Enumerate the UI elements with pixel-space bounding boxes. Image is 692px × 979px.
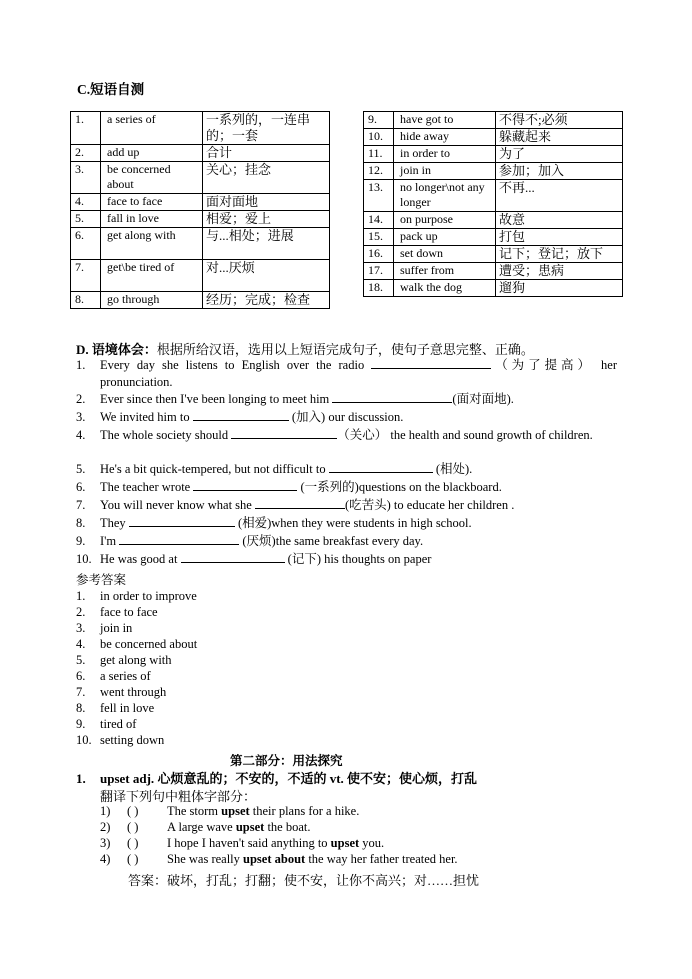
phrase-chinese: 为了: [496, 146, 623, 163]
question-item: [76, 515, 617, 532]
table-row: [364, 246, 623, 263]
phrase-english: join in: [394, 163, 496, 180]
answer-item: [76, 604, 158, 620]
example-number: 4): [100, 852, 111, 866]
phrase-chinese: 遛狗: [496, 280, 623, 297]
example-before: A large wave: [167, 820, 236, 834]
example-item: [100, 851, 458, 867]
phrase-english: on purpose: [394, 212, 496, 229]
row-number: 18.: [364, 280, 394, 297]
phrase-chinese: 不得不;必须: [496, 112, 623, 129]
table-row: [71, 112, 330, 145]
answer-blank: [332, 391, 452, 403]
upset-entry-meaning: 心烦意乱的；不安的，不适的 vt. 使不安；使心烦，打乱: [154, 771, 478, 786]
row-number: 7.: [71, 260, 101, 292]
answer-text: setting down: [100, 733, 165, 747]
question-hint: (加入): [288, 410, 326, 424]
example-before: I hope I haven't said anything to: [167, 836, 331, 850]
question-after: .: [469, 462, 473, 476]
row-number: 6.: [71, 228, 101, 260]
question-number: 9.: [76, 534, 86, 548]
phrase-chinese: 合计: [203, 145, 330, 162]
phrase-english: get along with: [101, 228, 203, 260]
answer-blank: [193, 409, 289, 421]
question-item: [76, 551, 617, 568]
question-hint: (面对面地): [452, 392, 511, 406]
row-number: 13.: [364, 180, 394, 212]
question-item: [76, 409, 617, 426]
phrase-chinese: 故意: [496, 212, 623, 229]
example-bold-word: upset: [221, 804, 250, 818]
row-number: 12.: [364, 163, 394, 180]
question-text: [100, 427, 617, 444]
section-d-instruction: 根据所给汉语，选用以上短语完成句子，使句子意思完整、正确。: [156, 342, 534, 357]
phrase-english: be concerned about: [101, 162, 203, 194]
answer-text: join in: [100, 621, 133, 635]
answer-item: [76, 668, 151, 684]
example-before: She was really: [167, 852, 244, 866]
question-number: 8.: [76, 516, 86, 530]
example-after: you.: [359, 836, 385, 850]
table-row: [364, 280, 623, 297]
row-number: 10.: [364, 129, 394, 146]
question-before: Every day she listens to English over the radio: [100, 358, 372, 372]
example-answer: 答案：破坏，打乱；打翻；使不安，让你不高兴；对……担忧: [128, 873, 480, 888]
answer-number: 1.: [76, 589, 86, 603]
upset-entry-num: 1.: [76, 771, 86, 786]
question-hint: (记下): [284, 552, 321, 566]
phrase-english: hide away: [394, 129, 496, 146]
row-number: 9.: [364, 112, 394, 129]
question-item: [76, 533, 617, 550]
question-hint: (一系列的): [297, 480, 359, 494]
question-after: the health and sound growth of children.: [387, 428, 593, 442]
table-row: [364, 129, 623, 146]
section-d-heading: [76, 339, 621, 358]
example-after: their plans for a hike.: [249, 804, 360, 818]
question-hint: (相爱): [234, 516, 272, 530]
row-number: 5.: [71, 211, 101, 228]
section-c-title: C.短语自测: [77, 82, 145, 97]
row-number: 17.: [364, 263, 394, 280]
question-after: questions on the blackboard.: [358, 480, 502, 494]
question-hint: (吃苦头): [344, 498, 391, 512]
question-item: [76, 479, 617, 496]
answer-blank: [231, 427, 337, 439]
question-number: 6.: [76, 480, 86, 494]
row-number: 11.: [364, 146, 394, 163]
table-row: [71, 211, 330, 228]
answers-title: 参考答案: [76, 573, 127, 587]
table-row: [364, 146, 623, 163]
answer-number: 6.: [76, 669, 86, 683]
answer-number: 7.: [76, 685, 86, 699]
answer-number: 4.: [76, 637, 86, 651]
phrase-chinese: 一系列的，一连串的；一套: [203, 112, 330, 145]
question-text: [100, 551, 617, 568]
example-bold-word: upset: [235, 820, 265, 834]
row-number: 8.: [71, 292, 101, 309]
upset-entry: [76, 768, 477, 787]
answer-number: 8.: [76, 701, 86, 715]
question-after: .: [510, 392, 514, 406]
row-number: 16.: [364, 246, 394, 263]
answer-number: 2.: [76, 605, 86, 619]
phrase-chinese: 关心；挂念: [203, 162, 330, 194]
phrase-english: in order to: [394, 146, 496, 163]
table-row: [71, 162, 330, 194]
phrase-chinese: 记下；登记；放下: [496, 246, 623, 263]
example-paren: ( ): [127, 852, 139, 866]
question-hint: （关心）: [337, 428, 388, 442]
question-after: the same breakfast every day.: [275, 534, 424, 548]
example-paren: ( ): [127, 836, 139, 850]
answer-item: [76, 636, 197, 652]
table-row: [71, 260, 330, 292]
upset-entry-word: upset adj.: [100, 771, 155, 786]
answer-number: 10.: [76, 733, 92, 747]
question-text: [100, 497, 617, 514]
answer-blank: [371, 357, 491, 369]
answer-text: a series of: [100, 669, 151, 683]
example-number: 2): [100, 820, 111, 834]
answer-text: be concerned about: [100, 637, 198, 651]
phrase-english: no longer\not any longer: [394, 180, 496, 212]
translate-instruction: 翻译下列句中粗体字部分：: [100, 789, 257, 804]
phrase-chinese: 面对面地: [203, 194, 330, 211]
row-number: 1.: [71, 112, 101, 145]
phrase-english: suffer from: [394, 263, 496, 280]
answer-blank: [181, 551, 285, 563]
answer-blank: [255, 497, 345, 509]
question-after: our discussion.: [325, 410, 404, 424]
answer-text: tired of: [100, 717, 137, 731]
question-item: [76, 461, 617, 478]
example-item: [100, 835, 384, 851]
phrase-chinese: 对...厌烦: [203, 260, 330, 292]
question-after: his thoughts on paper: [321, 552, 432, 566]
table-row: [364, 163, 623, 180]
answer-item: [76, 684, 166, 700]
example-before: The storm: [167, 804, 222, 818]
question-number: 5.: [76, 462, 86, 476]
question-after: to educate her children .: [390, 498, 515, 512]
question-before: The whole society should: [100, 428, 232, 442]
table-row: [364, 212, 623, 229]
phrase-chinese: 不再...: [496, 180, 623, 212]
question-before: He's a bit quick-tempered, but not difficult to: [100, 462, 329, 476]
table-row: [364, 112, 623, 129]
example-paren: ( ): [127, 820, 139, 834]
question-text: [100, 461, 617, 478]
answer-text: went through: [100, 685, 167, 699]
phrase-english: get\be tired of: [101, 260, 203, 292]
answer-text: get along with: [100, 653, 172, 667]
phrase-english: walk the dog: [394, 280, 496, 297]
phrase-chinese: 经历；完成；检查: [203, 292, 330, 309]
question-text: [100, 357, 617, 391]
example-number: 1): [100, 804, 111, 818]
answer-number: 3.: [76, 621, 86, 635]
answer-number: 9.: [76, 717, 86, 731]
table-row: [71, 145, 330, 162]
phrase-english: have got to: [394, 112, 496, 129]
question-text: [100, 409, 617, 426]
answer-item: [76, 716, 136, 732]
answer-item: [76, 620, 132, 636]
phrase-chinese: 相爱；爱上: [203, 211, 330, 228]
question-text: [100, 479, 617, 496]
question-number: 7.: [76, 498, 86, 512]
example-bold-word: upset about: [243, 852, 306, 866]
table-row: [364, 229, 623, 246]
question-before: You will never know what she: [100, 498, 255, 512]
answer-item: [76, 652, 172, 668]
question-before: They: [100, 516, 129, 530]
phrase-chinese: 躲藏起来: [496, 129, 623, 146]
phrase-english: go through: [101, 292, 203, 309]
question-after: her pronunciation.: [100, 358, 617, 389]
answer-item: [76, 732, 164, 748]
phrase-chinese: 与...相处；进展: [203, 228, 330, 260]
question-number: 10.: [76, 552, 92, 566]
answer-blank: [193, 479, 297, 491]
answer-blank: [329, 461, 433, 473]
answer-item: [76, 700, 154, 716]
phrase-english: face to face: [101, 194, 203, 211]
answer-item: [76, 588, 197, 604]
phrase-chinese: 打包: [496, 229, 623, 246]
question-before: I'm: [100, 534, 120, 548]
answer-number: 5.: [76, 653, 86, 667]
row-number: 3.: [71, 162, 101, 194]
phrase-english: fall in love: [101, 211, 203, 228]
part2-title: 第二部分：用法探究: [230, 754, 343, 768]
row-number: 4.: [71, 194, 101, 211]
table-row: [364, 263, 623, 280]
answer-blank: [119, 533, 239, 545]
phrase-table-right: [363, 111, 623, 297]
section-d-label: D. 语境体会：: [76, 342, 157, 357]
table-row: [364, 180, 623, 212]
question-text: [100, 391, 617, 408]
example-number: 3): [100, 836, 111, 850]
question-item: [76, 391, 617, 408]
question-hint: （为了提高）: [491, 358, 594, 372]
question-item: [76, 427, 617, 444]
question-before: We invited him to: [100, 410, 193, 424]
question-before: The teacher wrote: [100, 480, 194, 494]
phrase-chinese: 参加；加入: [496, 163, 623, 180]
example-bold-word: upset: [330, 836, 360, 850]
example-item: [100, 819, 311, 835]
phrase-english: a series of: [101, 112, 203, 145]
question-number: 4.: [76, 428, 86, 442]
phrase-english: set down: [394, 246, 496, 263]
question-hint: (厌烦): [239, 534, 276, 548]
example-after: the way her father treated her.: [305, 852, 458, 866]
table-row: [71, 228, 330, 260]
phrase-english: pack up: [394, 229, 496, 246]
phrase-table-left: [70, 111, 330, 309]
question-number: 1.: [76, 358, 86, 372]
answer-blank: [129, 515, 235, 527]
row-number: 15.: [364, 229, 394, 246]
example-item: [100, 803, 359, 819]
question-item: [76, 497, 617, 514]
question-after: when they were students in high school.: [271, 516, 472, 530]
question-item: [76, 357, 617, 391]
question-text: [100, 515, 617, 532]
answer-text: face to face: [100, 605, 158, 619]
question-before: Ever since then I've been longing to meet him: [100, 392, 333, 406]
question-number: 3.: [76, 410, 86, 424]
row-number: 14.: [364, 212, 394, 229]
table-row: [71, 194, 330, 211]
question-before: He was good at: [100, 552, 181, 566]
answer-text: in order to improve: [100, 589, 197, 603]
table-row: [71, 292, 330, 309]
phrase-english: add up: [101, 145, 203, 162]
answer-text: fell in love: [100, 701, 155, 715]
example-paren: ( ): [127, 804, 139, 818]
question-number: 2.: [76, 392, 86, 406]
question-text: [100, 533, 617, 550]
example-after: the boat.: [264, 820, 311, 834]
question-hint: (相处): [432, 462, 470, 476]
row-number: 2.: [71, 145, 101, 162]
phrase-chinese: 遭受；患病: [496, 263, 623, 280]
